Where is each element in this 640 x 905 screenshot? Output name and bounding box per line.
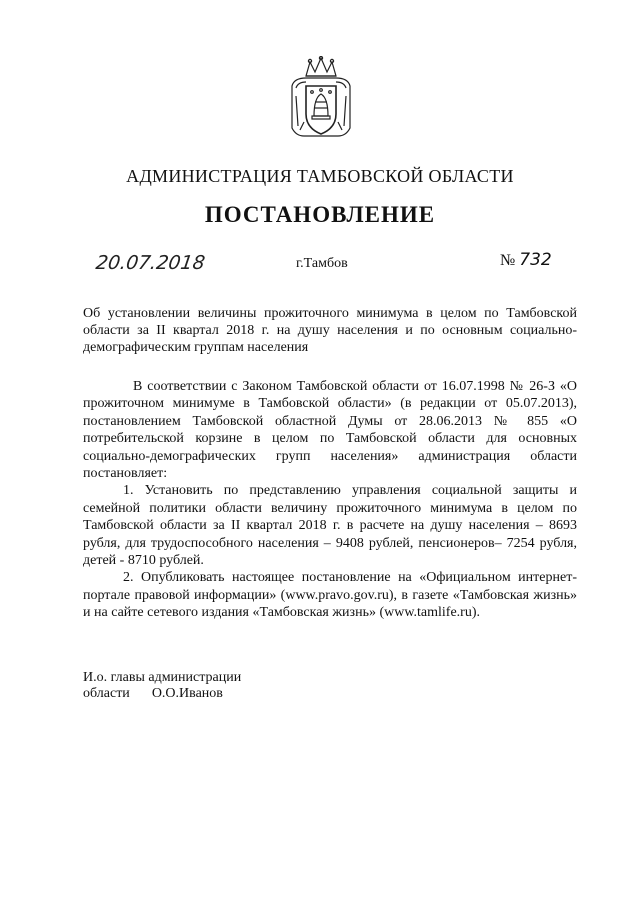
document-date: 20.07.2018 bbox=[94, 252, 207, 274]
number-sign: № bbox=[500, 252, 516, 269]
number-value: 732 bbox=[519, 250, 552, 270]
document-body bbox=[83, 378, 577, 622]
signatory-name: О.О.Иванов bbox=[151, 686, 223, 701]
resolution-item-1: 1. Установить по представлению управления социальной защиты и семейной политики области величину прожиточного минимума в целом по Тамбовской области за II квартал 2018 г. в расчете на душу населения – 8693 рубля, для трудоспособного населения – 9408 рублей, пенсионеров– 7254 рубля, детей - 8710 рублей. bbox=[83, 483, 577, 569]
document-type: ПОСТАНОВЛЕНИЕ bbox=[204, 202, 436, 227]
signature-block bbox=[83, 670, 241, 702]
resolution-item-2: 2. Опубликовать настоящее постановление на «Официальном интернет-портале правовой информации» (www.pravo.gov.ru), в газете «Тамбовская жизнь» и на сайте сетевого издания «Тамбовская жизнь» (www.tamlife.ru). bbox=[83, 570, 577, 621]
agency-name: АДМИНИСТРАЦИЯ ТАМБОВСКОЙ ОБЛАСТИ bbox=[126, 166, 514, 186]
document-city: г.Тамбов bbox=[296, 256, 348, 271]
document-number bbox=[500, 250, 552, 270]
signatory-title-line1: И.о. главы администрации bbox=[83, 670, 242, 685]
signatory-title-line2 bbox=[83, 686, 241, 702]
document-subject: Об установлении величины прожиточного минимума в целом по Тамбовской области за II квартал 2018 г. на душу населения и по основным социально-демографическим группам населения bbox=[83, 306, 577, 355]
coat-of-arms-icon bbox=[286, 56, 356, 144]
signatory-title-area: области bbox=[83, 686, 130, 701]
preamble-paragraph: В соответствии с Законом Тамбовской области от 16.07.1998 № 26-З «О прожиточном минимуме в Тамбовской области» (в редакции от 05.07.2013), постановлением Тамбовской областной Думы от 28.06.2013 № 855 «О потребительской корзине в целом по Тамбовской области для основных социально-демографических групп населения» администрация области постановляет: bbox=[83, 379, 577, 482]
